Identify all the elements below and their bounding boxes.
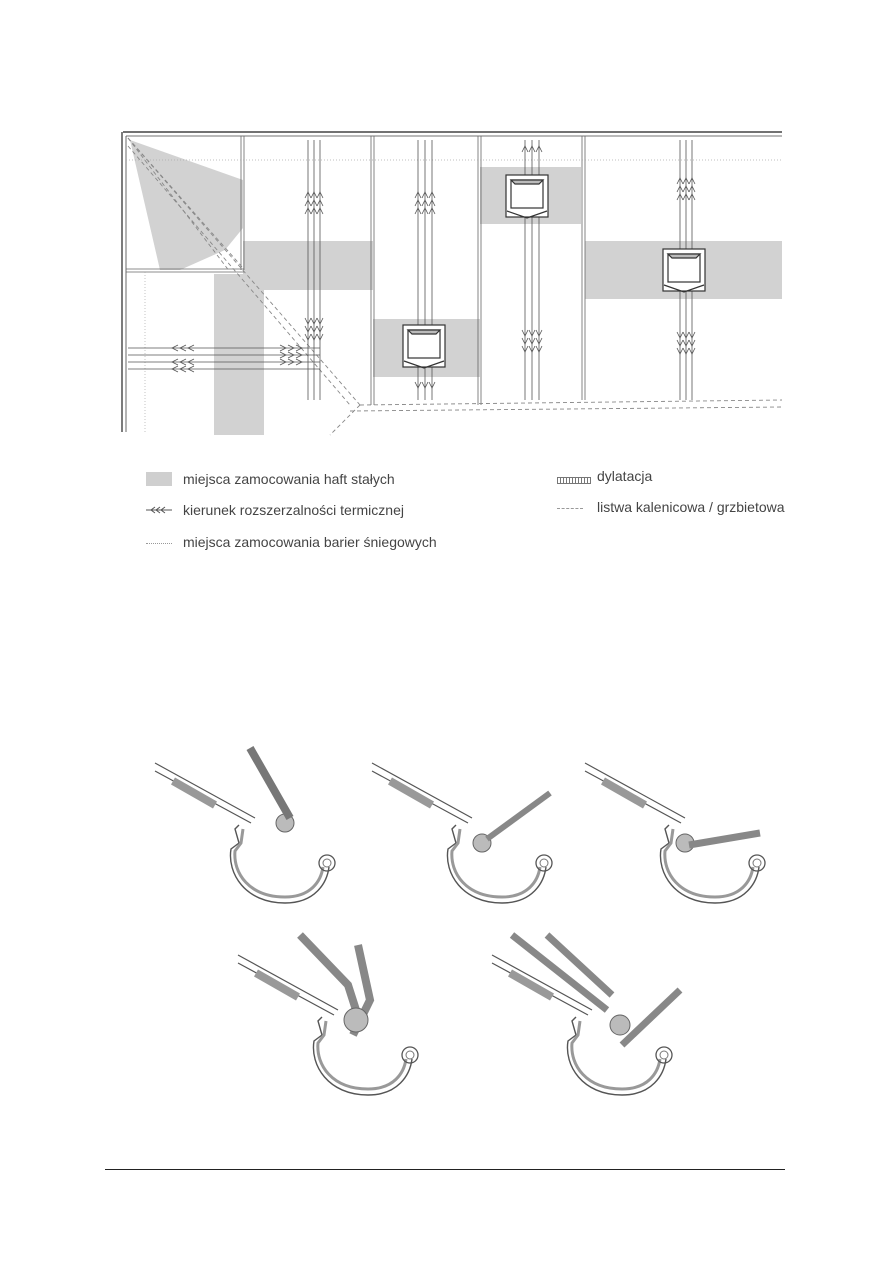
dilatation-line-icon <box>557 477 591 484</box>
fixed-clip-swatch <box>146 472 172 486</box>
legend-snow-barriers: miejsca zamocowania barier śniegowych <box>183 534 437 550</box>
legend-ridge-strip: listwa kalenicowa / grzbietowa <box>597 499 785 515</box>
roof-window-1 <box>403 325 445 368</box>
gutter-detail-3 <box>585 763 765 903</box>
gutter-detail-4 <box>238 935 418 1095</box>
arrow-line-icon <box>146 505 172 515</box>
gutter-detail-2 <box>372 763 552 903</box>
ridge-strip-swatch <box>557 508 583 511</box>
roof-plan-diagram <box>0 0 893 440</box>
legend-fixed-clips: miejsca zamocowania haft stałych <box>183 471 395 487</box>
roof-window-2 <box>506 175 548 218</box>
footer-rule <box>105 1169 785 1170</box>
gutter-detail-5 <box>492 935 680 1095</box>
legend-thermal-expansion: kierunek rozszerzalności termicznej <box>183 502 404 518</box>
gutter-details <box>0 730 893 1150</box>
gutter-detail-1 <box>155 748 335 903</box>
snow-barrier-swatch <box>146 543 172 546</box>
roof-window-3 <box>663 249 705 292</box>
legend-dilatation: dylatacja <box>597 468 653 484</box>
